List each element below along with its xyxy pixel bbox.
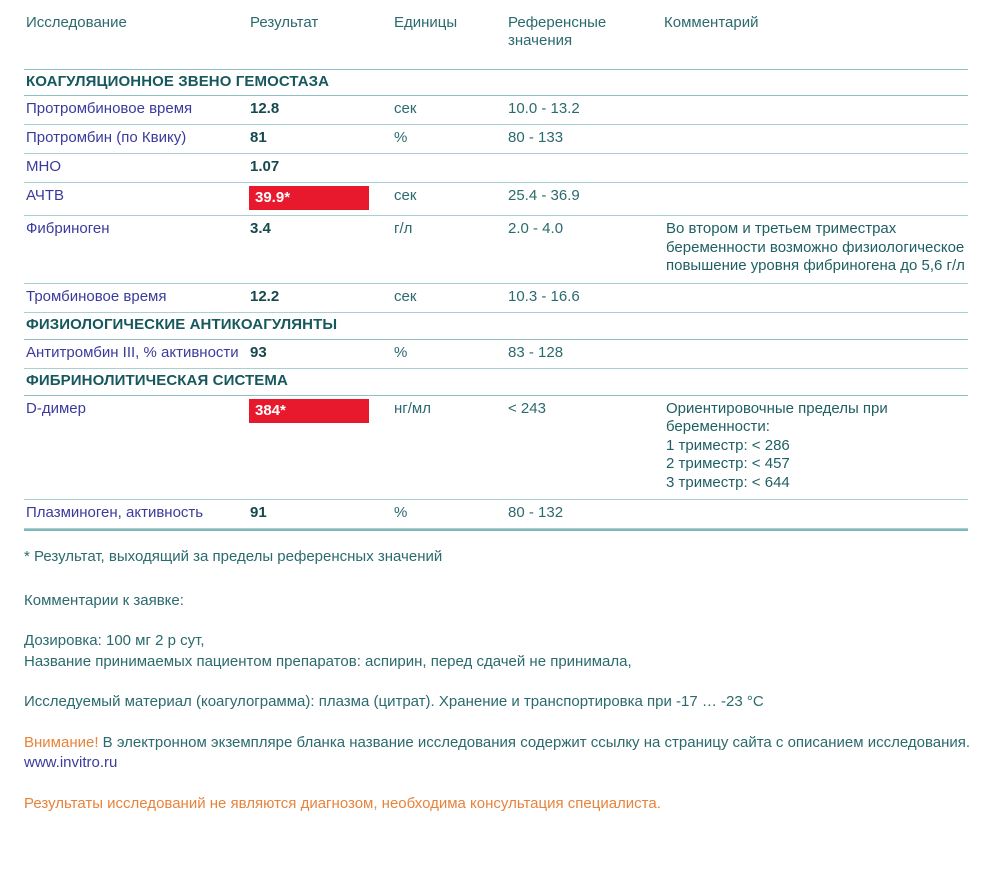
- invitro-site-link[interactable]: www.invitro.ru: [24, 754, 118, 771]
- test-units: г/л: [392, 216, 506, 284]
- table-row: [24, 216, 968, 284]
- section-header-row: [24, 69, 968, 96]
- test-units: %: [392, 500, 506, 529]
- footer-notes: [24, 547, 972, 813]
- section-header-row: [24, 368, 968, 395]
- reference-range: 10.3 - 16.6: [506, 283, 662, 312]
- table-row: [24, 395, 968, 500]
- reference-range: 80 - 132: [506, 500, 662, 529]
- reference-range: 10.0 - 13.2: [506, 96, 662, 125]
- test-comment: Во втором и третьем триместрах беременности возможно физиологическое повышение уровня фибриногена до 5,6 г/л: [662, 216, 968, 284]
- reference-range: < 243: [506, 395, 662, 500]
- test-comment: [662, 500, 968, 529]
- dosage-line: Дозировка: 100 мг 2 р сут,: [24, 632, 205, 649]
- section-title: КОАГУЛЯЦИОННОЕ ЗВЕНО ГЕМОСТАЗА: [24, 69, 968, 96]
- lab-results-table: [24, 14, 968, 529]
- test-name[interactable]: Протромбиновое время: [24, 96, 248, 125]
- table-row: [24, 96, 968, 125]
- test-units: %: [392, 339, 506, 368]
- test-name[interactable]: Антитромбин III, % активности: [24, 339, 248, 368]
- section-title: ФИБРИНОЛИТИЧЕСКАЯ СИСТЕМА: [24, 368, 968, 395]
- table-row: [24, 500, 968, 529]
- attention-note: [24, 733, 972, 753]
- test-result: 3.4: [248, 216, 392, 284]
- column-header-result: Результат: [248, 14, 392, 69]
- test-comment: [662, 125, 968, 154]
- test-result: [248, 183, 392, 216]
- abnormal-result-badge: 39.9*: [249, 186, 369, 210]
- asterisk-note: * Результат, выходящий за пределы референсных значений: [24, 548, 443, 565]
- test-comment: [662, 96, 968, 125]
- test-name[interactable]: Тромбиновое время: [24, 283, 248, 312]
- attention-text: В электронном экземпляре бланка название исследования содержит ссылку на страницу сайта с описанием исследования.: [98, 733, 971, 751]
- table-row: [24, 283, 968, 312]
- order-comments-title: Комментарии к заявке:: [24, 591, 184, 609]
- test-name[interactable]: Фибриноген: [24, 216, 248, 284]
- abnormal-result-badge: 384*: [249, 399, 369, 423]
- test-comment: [662, 283, 968, 312]
- test-units: [392, 154, 506, 183]
- test-name[interactable]: Плазминоген, активность: [24, 500, 248, 529]
- medications-line: Название принимаемых пациентом препаратов: аспирин, перед сдачей не принимала,: [24, 652, 632, 670]
- table-row: [24, 125, 968, 154]
- column-header-comment: Комментарий: [662, 14, 968, 69]
- test-name[interactable]: Протромбин (по Квику): [24, 125, 248, 154]
- attention-label: Внимание!: [24, 733, 99, 751]
- test-units: нг/мл: [392, 395, 506, 500]
- test-comment: [662, 339, 968, 368]
- test-result: 93: [248, 339, 392, 368]
- reference-range: 2.0 - 4.0: [506, 216, 662, 284]
- test-name[interactable]: МНО: [24, 154, 248, 183]
- test-result: 12.8: [248, 96, 392, 125]
- test-units: сек: [392, 183, 506, 216]
- table-body: [24, 69, 968, 529]
- site-url-line: [24, 753, 972, 773]
- column-header-units: Единицы: [392, 14, 506, 69]
- reference-range: [506, 154, 662, 183]
- reference-range: 80 - 133: [506, 125, 662, 154]
- table-row: [24, 183, 968, 216]
- reference-range: 25.4 - 36.9: [506, 183, 662, 216]
- test-comment: [662, 154, 968, 183]
- test-units: сек: [392, 283, 506, 312]
- test-comment: [662, 183, 968, 216]
- test-result: [248, 395, 392, 500]
- reference-range: 83 - 128: [506, 339, 662, 368]
- material-line: Исследуемый материал (коагулограмма): плазма (цитрат). Хранение и транспортировка при -17 … -23 °C: [24, 693, 764, 710]
- table-row: [24, 339, 968, 368]
- column-header-name: Исследование: [24, 14, 248, 69]
- test-name[interactable]: D-димер: [24, 395, 248, 500]
- test-name[interactable]: АЧТВ: [24, 183, 248, 216]
- column-header-reference: Референсные значения: [506, 14, 662, 69]
- table-header-row: [24, 14, 968, 69]
- test-result: 91: [248, 500, 392, 529]
- test-result: 81: [248, 125, 392, 154]
- disclaimer-note: Результаты исследований не являются диагнозом, необходима консультация специалиста.: [24, 794, 661, 812]
- test-result: 12.2: [248, 283, 392, 312]
- test-comment: Ориентировочные пределы при беременности: 1 триместр: < 286 2 триместр: < 457 3 триместр: < 644: [662, 395, 968, 500]
- table-bottom-rule: [24, 529, 968, 531]
- section-header-row: [24, 312, 968, 339]
- test-units: сек: [392, 96, 506, 125]
- section-title: ФИЗИОЛОГИЧЕСКИЕ АНТИКОАГУЛЯНТЫ: [24, 312, 968, 339]
- test-result: 1.07: [248, 154, 392, 183]
- table-row: [24, 154, 968, 183]
- test-units: %: [392, 125, 506, 154]
